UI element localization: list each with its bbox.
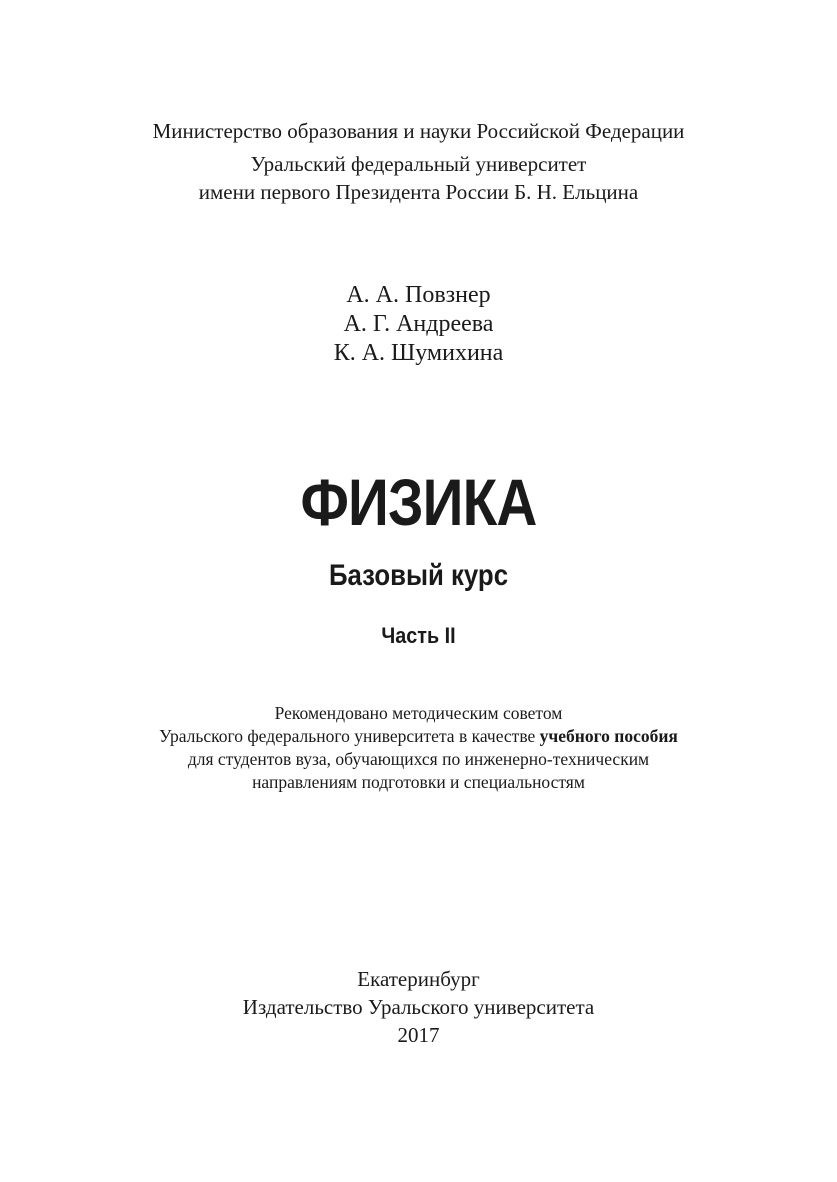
- book-part: Часть II: [381, 623, 456, 648]
- recommendation-note: [0, 702, 837, 794]
- ministry-line: Министерство образования и науки Российской Федерации: [152, 119, 685, 143]
- book-title: ФИЗИКА: [300, 465, 537, 539]
- recommendation-line-1: Рекомендовано методическим советом: [274, 703, 563, 723]
- recommendation-line-3: для студентов вуза, обучающихся по инженерно-техническим: [187, 749, 650, 769]
- authors-list: [0, 281, 837, 368]
- university-line-1: Уральский федеральный университет: [250, 152, 587, 176]
- author-name: А. Г. Андреева: [343, 311, 494, 337]
- publisher-header: [0, 118, 837, 206]
- recommendation-line-2-prefix: Уральского федерального университета в качестве: [159, 726, 540, 746]
- imprint-footer: [0, 965, 837, 1049]
- imprint-publisher: Издательство Уральского университета: [242, 995, 595, 1019]
- imprint-city: Екатеринбург: [357, 967, 480, 991]
- author-name: А. А. Повзнер: [346, 282, 491, 308]
- recommendation-line-4: направлениям подготовки и специальностям: [252, 772, 585, 792]
- imprint-year: 2017: [397, 1023, 440, 1047]
- book-subtitle: Базовый курс: [328, 559, 509, 592]
- recommendation-line-2: [0, 725, 837, 748]
- author-name: К. А. Шумихина: [333, 340, 504, 366]
- university-line-2: имени первого Президента России Б. Н. Ельцина: [198, 180, 639, 204]
- recommendation-emphasis: учебного пособия: [539, 726, 678, 746]
